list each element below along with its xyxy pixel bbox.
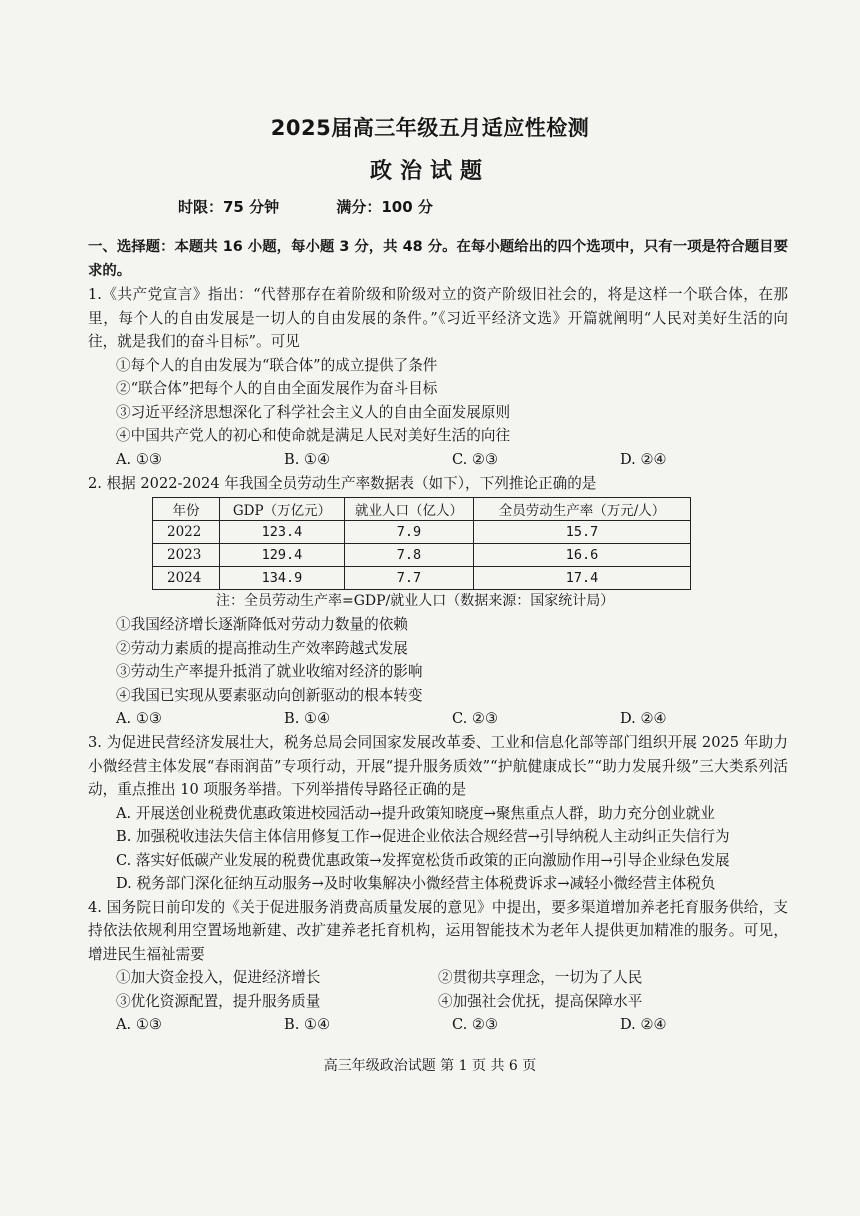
choice-b[interactable]: B. ①④	[284, 450, 331, 468]
choice-a[interactable]: A. 开展送创业税费优惠政策进校园活动→提升政策知晓度→聚焦重点人群，助力充分创业就业	[116, 804, 715, 822]
statement-4: ④加强社会优抚，提高保障水平	[438, 992, 643, 1010]
statement-4: ④我国已实现从要素驱动向创新驱动的根本转变	[116, 686, 423, 704]
question-4	[88, 896, 788, 1038]
time-limit: 时限：75 分钟	[178, 198, 280, 216]
question-stem: 4. 国务院日前印发的《关于促进服务消费高质量发展的意见》中提出，要多渠道增加养老托育服务供给，支持依法依规利用空置场地新建、改扩建养老托育机构，运用智能技术为老年人提供更加精准的服务。可见，增进民生福祉需要	[88, 898, 788, 963]
header-productivity: 全员劳动生产率（万元/人）	[474, 498, 691, 521]
statement-2: ②贯彻共享理念，一切为了人民	[438, 969, 643, 986]
productivity-table	[152, 497, 691, 590]
choice-c[interactable]: C. 落实好低碳产业发展的税费优惠政策→发挥宽松货币政策的正向激励作用→引导企业绿色发展	[116, 851, 730, 869]
answer-choices	[88, 1013, 788, 1037]
cell-gdp: 134.9	[220, 567, 345, 590]
choice-a[interactable]: A. ①③	[116, 710, 162, 727]
table-row	[153, 521, 691, 544]
statement-1: ①我国经济增长逐渐降低对劳动力数量的依赖	[116, 616, 408, 633]
statement-1: ①每个人的自由发展为“联合体”的成立提供了条件	[116, 356, 438, 374]
statement-4: ④中国共产党人的初心和使命就是满足人民对美好生活的向往	[116, 427, 511, 444]
exam-meta	[178, 196, 485, 217]
statement-1: ①加大资金投入，促进经济增长	[116, 969, 321, 986]
table-row	[153, 544, 691, 567]
cell-productivity: 16.6	[474, 544, 691, 567]
answer-choices	[88, 448, 788, 472]
header-year: 年份	[153, 498, 220, 521]
choice-a[interactable]: A. ①③	[116, 1016, 162, 1033]
statement-2: ②劳动力素质的提高推动生产效率跨越式发展	[116, 639, 408, 657]
statement-3: ③优化资源配置，提升服务质量	[116, 992, 321, 1010]
table-header-row	[153, 498, 691, 521]
choice-b[interactable]: B. 加强税收违法失信主体信用修复工作→促进企业依法合规经营→引导纳税人主动纠正失信行为	[116, 828, 730, 845]
question-stem: 1.《共产党宣言》指出：“代替那存在着阶级和阶级对立的资产阶级旧社会的，将是这样一个联合体，在那里，每个人的自由发展是一切人的自由发展的条件。”《习近平经济文选》开篇就阐明“人民对美好生活的向往，就是我们的奋斗目标”。可见	[88, 286, 788, 350]
full-score: 满分：100 分	[336, 198, 433, 216]
cell-gdp: 129.4	[220, 544, 345, 567]
table-note: 注：全员劳动生产率=GDP/就业人口（数据来源：国家统计局）	[216, 593, 615, 609]
choice-d[interactable]: D. ②④	[620, 450, 667, 468]
cell-productivity: 17.4	[474, 567, 691, 590]
cell-employment: 7.7	[345, 567, 474, 590]
cell-year: 2022	[153, 521, 220, 544]
cell-employment: 7.8	[345, 544, 474, 567]
choice-d[interactable]: D. ②④	[620, 1016, 667, 1033]
choice-d[interactable]: D. ②④	[620, 710, 667, 727]
header-employment: 就业人口（亿人）	[345, 498, 474, 521]
answer-choices	[88, 707, 788, 731]
header-gdp: GDP（万亿元）	[220, 498, 345, 521]
section-heading: 一、选择题：本题共 16 小题，每小题 3 分，共 48 分。在每小题给出的四个选项中，只有一项是符合题目要求的。	[88, 239, 788, 279]
choice-b[interactable]: B. ①④	[284, 1016, 331, 1033]
page-footer: 高三年级政治试题 第 1 页 共 6 页	[323, 1058, 537, 1074]
exam-title: 2025届高三年级五月适应性检测	[270, 116, 590, 140]
question-1	[88, 283, 788, 472]
choice-c[interactable]: C. ②③	[452, 1016, 499, 1033]
statement-2: ②“联合体”把每个人的自由全面发展作为奋斗目标	[116, 380, 438, 397]
cell-year: 2023	[153, 544, 220, 567]
table-row	[153, 567, 691, 590]
choice-a[interactable]: A. ①③	[116, 450, 162, 468]
question-stem: 3. 为促进民营经济发展壮大，税务总局会同国家发展改革委、工业和信息化部等部门组织开展 2025 年助力小微经营主体发展“春雨润苗”专项行动，开展“提升服务质效”“护航健康成长”“助力发展升级”三大类系列活动，重点推出 10 项服务举措。下列举措传导路径正确的是	[88, 734, 788, 798]
exam-subject: 政治试题	[369, 159, 490, 184]
cell-year: 2024	[153, 567, 220, 590]
choice-c[interactable]: C. ②③	[452, 450, 499, 468]
choice-b[interactable]: B. ①④	[284, 710, 331, 727]
question-2	[88, 472, 788, 732]
statement-3: ③习近平经济思想深化了科学社会主义人的自由全面发展原则	[116, 403, 511, 421]
statement-3: ③劳动生产率提升抵消了就业收缩对经济的影响	[116, 663, 423, 680]
choice-c[interactable]: C. ②③	[452, 710, 499, 727]
cell-productivity: 15.7	[474, 521, 691, 544]
statement-grid	[88, 966, 788, 1013]
choice-d[interactable]: D. 税务部门深化征纳互动服务→及时收集解决小微经营主体税费诉求→减轻小微经营主体税负	[116, 875, 716, 892]
cell-gdp: 123.4	[220, 521, 345, 544]
cell-employment: 7.9	[345, 521, 474, 544]
question-stem: 2. 根据 2022-2024 年我国全员劳动生产率数据表（如下），下列推论正确的是	[88, 474, 597, 492]
question-3	[88, 731, 788, 896]
exam-content	[88, 236, 788, 1037]
